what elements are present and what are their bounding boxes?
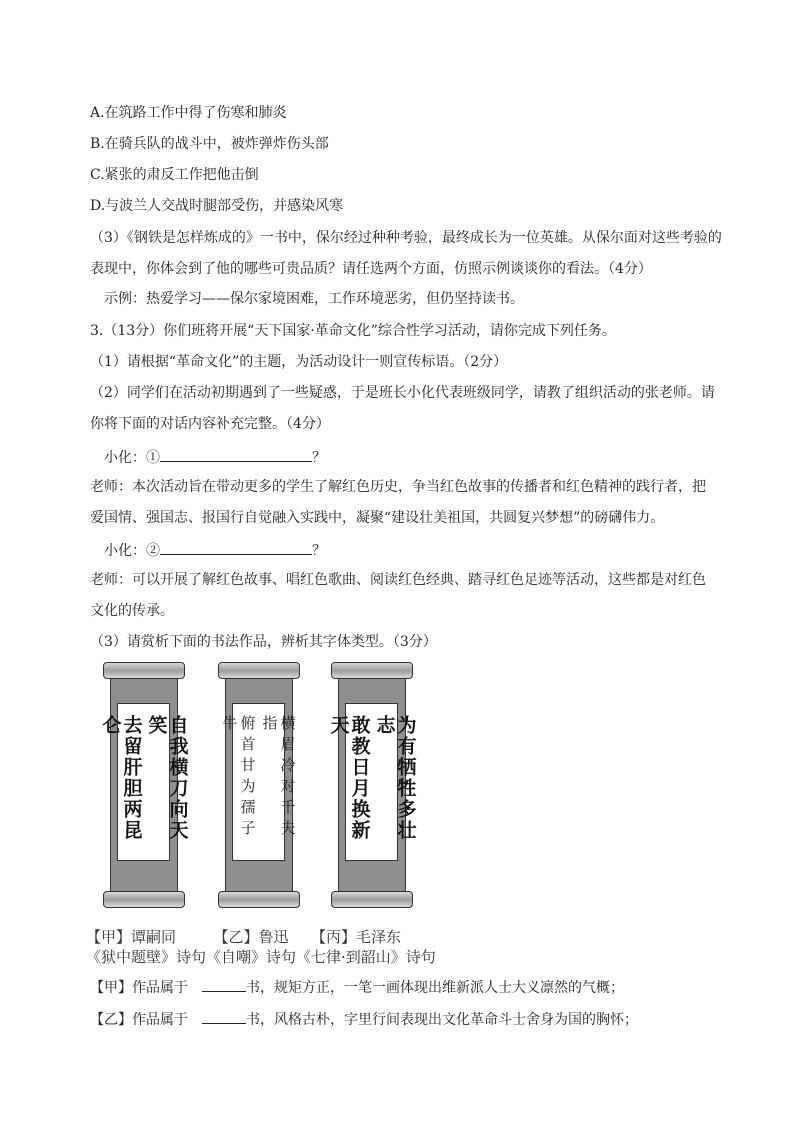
scroll-column-right: 为有牺牲多壮志 [373, 715, 417, 841]
answer-yi-suffix: 书，风格古朴，字里行间表现出文化革命斗士舍身为国的胸怀； [246, 1012, 638, 1028]
question3-sub3: （3）请赏析下面的书法作品，辨析其字体类型。（3分） [90, 634, 437, 650]
scroll-paper [99, 703, 189, 861]
calligraphy-scroll-yi [218, 662, 300, 908]
scroll-mount [220, 677, 297, 893]
dialog1-answer-blank[interactable] [160, 447, 312, 462]
option-d: D.与波兰人交战时腿部受伤，并感染风寒 [90, 198, 344, 214]
dialog-line-1 [104, 447, 326, 467]
q3-example: 示例：热爱学习——保尔家境困难，工作环境恶劣，但仍坚持读书。 [104, 291, 524, 307]
scroll-top-roller [218, 662, 300, 679]
calligraphy-scroll-jia [99, 662, 189, 908]
scroll-paper [220, 703, 297, 861]
answer-jia-prefix: 【甲】作品属于 [90, 980, 202, 996]
option-c: C.紧张的肃反工作把他击倒 [90, 167, 259, 183]
scroll-mount [99, 677, 189, 893]
scroll-bottom-roller [103, 891, 185, 908]
scroll-column-right: 横眉冷对千夫指 [260, 715, 297, 841]
q3-line1: （3）《钢铁是怎样炼成的》一书中，保尔经过种种考验，最终成长为一位英雄。从保尔面对这些考验的 [90, 230, 722, 246]
scroll-column-right: 自我横刀向天笑 [145, 715, 189, 841]
scroll-caption-sources: 《狱中题壁》诗句《自嘲》诗句《七律·到韶山》诗句 [86, 948, 436, 966]
question3-sub2-line2: 你将下面的对话内容补充完整。（4分） [90, 416, 330, 432]
question3-sub1: （1）请根据“革命文化”的主题，为活动设计一则宣传标语。（2分） [90, 354, 508, 370]
answer-yi-prefix: 【乙】作品属于 [90, 1012, 202, 1028]
q3-line2: 表现中，你体会到了他的哪些可贵品质？请任选两个方面，仿照示例谈谈你的看法。（4分） [90, 261, 652, 277]
scroll-mount [327, 677, 417, 893]
dialog-line-2 [104, 540, 326, 560]
scroll-top-roller [103, 662, 185, 679]
dialog1-label: 小化：① [104, 450, 160, 466]
dialog2-label: 小化：② [104, 543, 160, 559]
scroll-column-left: 去留肝胆两昆仑 [99, 715, 143, 841]
dialog1-end: ？ [312, 450, 326, 466]
calligraphy-scroll-bing [327, 662, 417, 908]
teacher2-line2: 文化的传承。 [90, 603, 174, 619]
teacher1-line2: 爱国情、强国志、报国行自觉融入实践中，凝聚“建设壮美祖国，共圆复兴梦想”的磅礴伟力。 [90, 510, 665, 526]
answer-jia-blank[interactable] [202, 977, 246, 992]
teacher1-line1: 老师：本次活动旨在带动更多的学生了解红色历史，争当红色故事的传播者和红色精神的践行者，把 [90, 479, 706, 495]
teacher2-line1: 老师：可以开展了解红色故事、唱红色歌曲、阅读红色经典、踏寻红色足迹等活动，这些都是对红色 [90, 572, 706, 588]
answer-jia [90, 977, 624, 997]
option-b: B.在骑兵队的战斗中，被炸弹炸伤头部 [90, 136, 329, 152]
answer-yi-blank[interactable] [202, 1009, 246, 1024]
answer-jia-suffix: 书，规矩方正，一笔一画体现出维新派人士大义凛然的气概； [246, 980, 624, 996]
scroll-bottom-roller [331, 891, 413, 908]
option-a: A.在筑路工作中得了伤寒和肺炎 [90, 105, 287, 121]
scroll-column-left: 俯首甘为孺子牛 [220, 715, 257, 841]
answer-yi [90, 1009, 638, 1029]
dialog2-answer-blank[interactable] [160, 540, 312, 555]
scroll-column-left: 敢教日月换新天 [327, 715, 371, 841]
dialog2-end: ？ [312, 543, 326, 559]
question3-sub2-line1: （2）同学们在活动初期遇到了一些疑惑，于是班长小化代表班级同学，请教了组织活动的张老师。请 [90, 385, 715, 401]
scroll-paper [327, 703, 417, 861]
scroll-top-roller [331, 662, 413, 679]
question3-intro: 3.（13分）你们班将开展“天下国家·革命文化”综合性学习活动，请你完成下列任务。 [90, 323, 616, 339]
scroll-caption-authors: 【甲】谭嗣同 【乙】鲁迅 【丙】毛泽东 [86, 928, 402, 946]
scroll-bottom-roller [218, 891, 300, 908]
